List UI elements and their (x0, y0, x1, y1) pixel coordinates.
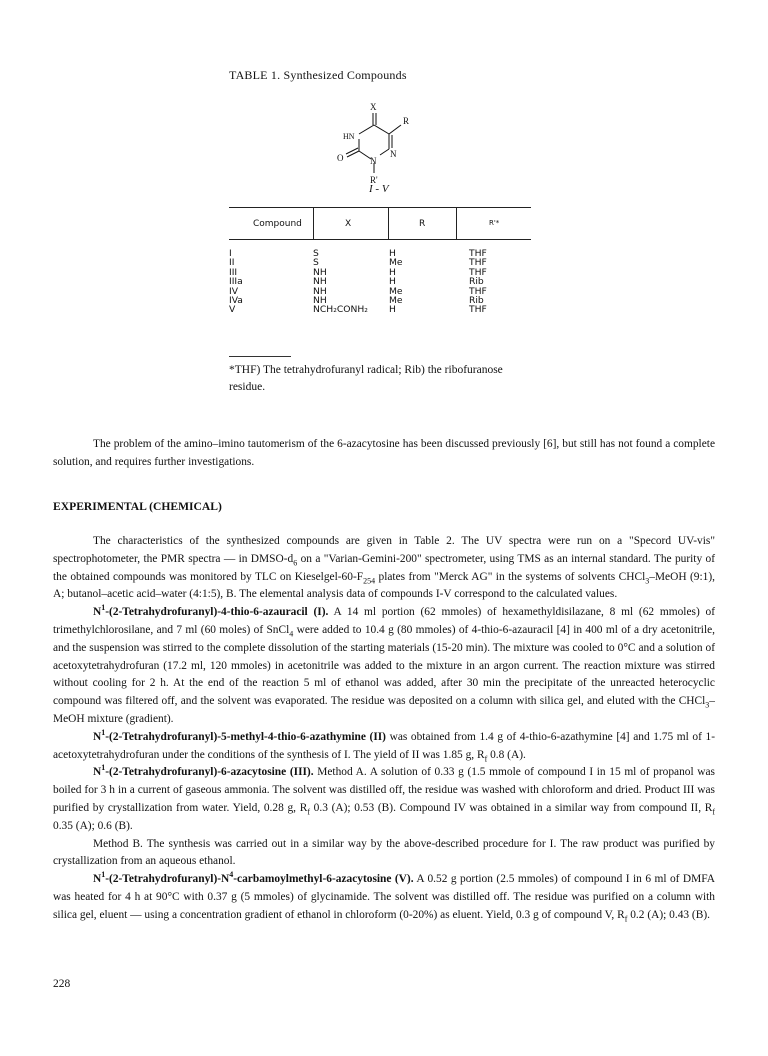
table-footnote (229, 362, 539, 396)
table-cell: THF (469, 257, 487, 269)
compounds-table (229, 207, 531, 327)
page-number: 228 (53, 978, 71, 990)
table-cell: NH (313, 276, 327, 288)
structure-label-n1: N (370, 156, 377, 166)
compound-v-title: $N^1-(2-Tetrahydrofuranyl)-N^4-carbamoylmethyl-6$-azacytosine (V). (93, 870, 414, 886)
table-cell: H (389, 266, 396, 278)
table-cell: NH (313, 295, 327, 307)
structure-label-hn: HN (343, 132, 355, 141)
table-cell: S (313, 248, 319, 259)
paragraph-compound-v: $N^1-(2-Tetrahydrofuranyl)-N^4-carbamoylmethyl-6$-azacytosine (V). A 0.52 g portion (2.5 mmoles) of compound I in 6 ml of DMFA was heated for 4 h at 90°C with 0.37 g (5 mmoles) of glycinamide. The solvent was distilled off. The residue was purified on a column with silica gel, eluent — using a concentration gradient of ethanol in chloroform (0-20%) as eluent. Yield, 0.3 g of compound V, $R_f$ 0.2 (A); 0.43 (B). (53, 870, 715, 924)
table-cell: Rib (469, 295, 484, 307)
table-header-r-prime: R'* (489, 219, 500, 227)
experimental-body (53, 533, 715, 925)
structure-label-x: X (370, 102, 377, 112)
bond-line (346, 148, 358, 154)
table-cell: IIIa (229, 276, 243, 288)
table-col-divider (388, 207, 389, 239)
structure-label-o: O (337, 153, 344, 163)
table-cell: I (229, 248, 232, 259)
table-cell: H (389, 304, 396, 316)
bond-line (374, 125, 389, 134)
paragraph-tautomerism: The problem of the amino–imino tautomerism of the 6-azacytosine has been discussed previously [6], but still has not found a complete solution, and requires further investigations. (53, 438, 715, 468)
table-header-x: X (345, 219, 352, 229)
section-heading-experimental: EXPERIMENTAL (CHEMICAL) (53, 500, 222, 513)
table-column-r-prime (469, 249, 487, 315)
table-cell: H (389, 276, 396, 288)
table-header-r: R (419, 219, 426, 229)
table-col-divider (456, 207, 457, 239)
table-header-compound: Compound (253, 219, 302, 229)
table-col-divider (313, 207, 314, 239)
table-header-rule (229, 239, 531, 240)
bond-line (347, 151, 359, 157)
table-cell: THF (469, 285, 487, 297)
compound-ii-title: $N^1-(2-Tetrahydrofuranyl)-5-methyl-4-thio-6$-azathymine (II) (93, 727, 386, 743)
footnote-rule (229, 356, 291, 357)
paragraph-compound-ii: $N^1-(2-Tetrahydrofuranyl)-5-methyl-4-thio-6$-azathymine (II) was obtained from 1.4 g of 4-thio-6-azathymine [4] and 1.75 ml of 1-acetoxytetrahydrofuran under the conditions of the synthesis of I. The yield of II was 1.85 g, $R_f$ 0.8 (A). (53, 727, 716, 763)
structure-label-n3: N (390, 149, 397, 159)
compound-iii-title: $N^1-(2-Tetrahydrofuranyl)-6$-azacytosine (III). (93, 763, 314, 779)
table-cell: IVa (229, 295, 243, 307)
table-caption: TABLE 1. Synthesized Compounds (229, 68, 407, 82)
paragraph-method-b: Method B. The synthesis was carried out in a similar way by the above-described procedure for I. The raw product was purified by crystallization from an aqueous ethanol. (53, 837, 715, 868)
table-cell: Me (389, 285, 403, 297)
table-cell: NH (313, 285, 327, 297)
paragraph-compound-i: $N^1-(2-Tetrahydrofuranyl)-4-thio-6$-azauracil (I). A 14 ml portion (62 mmoles) of hexamethyldisilazane, 8 ml (62 mmoles) of trimethylchlorosilane, and 7 ml (60 moles) of SnCl$_4$ were added to 10.4 g (80 mmoles) of 4-thio-6-azauracil [4] in 400 ml of a dry acetonitrile, and the suspension was stirred to the complete dissolution of the starting materials (15-20 min). The mixture was cooled to 0°C and a solution of acetoxytetrahydrofuran (17.2 ml, 120 mmoles) in acetonitrile was added to the mixture in an argon current. The reaction mixture was stirred without cooling for 2 h. At the end of the reaction 5 ml of ethanol was added, after 30 min the precipitate of the unreacted heterocyclic compound was filtered off, and the solvent was evaporated. The residue was deposited on a column with silica gel, and eluted with the CHCl$_3$–MeOH mixture (gradient). (53, 603, 716, 725)
table-cell: NCH₂CONH₂ (313, 304, 368, 316)
structure-label-r: R (403, 116, 410, 126)
table-cell: THF (469, 248, 487, 259)
chemical-structure (325, 97, 445, 197)
compound-i-title: $N^1-(2-Tetrahydrofuranyl)-4-thio-6$-azauracil (I). (93, 603, 329, 619)
table-cell: Me (389, 295, 403, 307)
compound-range-label: I - V (369, 183, 389, 195)
table-cell: II (229, 257, 235, 269)
bond-line (380, 149, 389, 155)
table-cell: H (389, 248, 396, 259)
footnote-line: *THF) The tetrahydrofuranyl radical; Rib) the ribofuranose (229, 364, 503, 376)
bond-line (359, 125, 374, 134)
table-column-compound (229, 249, 243, 315)
table-cell: III (229, 266, 238, 278)
table-cell: S (313, 257, 319, 269)
table-column-r (389, 249, 403, 315)
table-column-x (313, 249, 368, 315)
table-cell: Rib (469, 276, 484, 288)
paragraph-characteristics: The characteristics of the synthesized compounds are given in Table 2. The UV spectra were run on a "Specord UV-vis" spectrophotometer, the PMR spectra — in DMSO-$d_6$ on a "Varian-Gemini-200" spectrometer, using TMS as an internal standard. The purity of the obtained compounds was monitored by TLC on Kieselgel-$60-F_{254}$ plates from "Merck AG" in the systems of solvents CHCl$_3$–MeOH (9:1), A; butanol–acetic acid–water (4:1:5), B. The elemental analysis data of compounds I-V correspond to the calculated values. (53, 535, 715, 601)
footnote-line: residue. (229, 381, 266, 393)
table-cell: NH (313, 266, 327, 278)
structure-label-r-prime: R' (370, 175, 378, 185)
paragraph-compound-iii: $N^1-(2-Tetrahydrofuranyl)-6$-azacytosine (III). Method A. A solution of 0.33 g (1.5 mmole of compound I in 15 ml of propanol was boiled for 3 h in a current of gaseous ammonia. The solvent was distilled off, the residue was washed with chloroform and dried. Product III was purified by crystallization from water. Yield, 0.28 g, $R_f$ 0.3 (A); 0.53 (B). Compound IV was obtained in a similar way from compound II, $R_f$ 0.35 (A); 0.6 (B). (53, 763, 715, 832)
table-cell: V (229, 304, 236, 316)
table-cell: IV (229, 285, 238, 297)
table-cell: THF (469, 304, 487, 316)
bond-line (389, 125, 401, 134)
table-cell: Me (389, 257, 403, 269)
table-cell: THF (469, 266, 487, 278)
table-top-rule (229, 207, 531, 208)
